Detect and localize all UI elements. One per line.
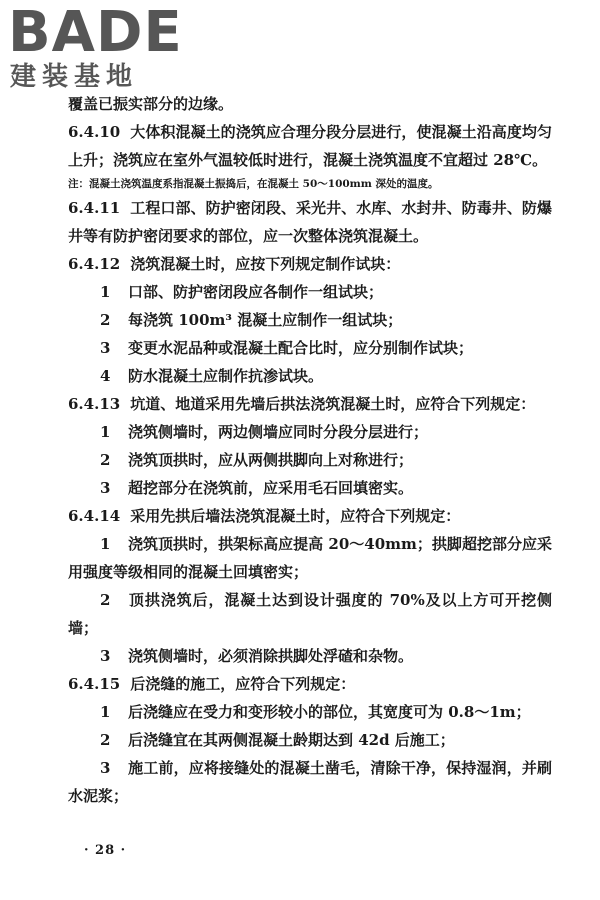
clause-number: 6.4.12 [68, 255, 121, 273]
clause-6-4-13 [68, 390, 552, 418]
item-text: 变更水泥品种或混凝土配合比时，应分别制作试块； [128, 339, 474, 357]
item-text: 每浇筑 100m³ 混凝土应制作一组试块； [128, 311, 403, 329]
item-text: 顶拱浇筑后，混凝土达到设计强度的 70%及以上方可开挖侧墙； [68, 591, 552, 637]
list-item [68, 726, 552, 754]
item-number: 2 [100, 731, 111, 749]
clause-text: 工程口部、防护密闭段、采光井、水库、水封井、防毒井、防爆井等有防护密闭要求的部位，应一次整体浇筑混凝土。 [68, 199, 552, 245]
logo-subtitle: 建装基地 [10, 62, 139, 92]
clause-number: 6.4.15 [68, 675, 121, 693]
item-number: 1 [100, 283, 111, 301]
item-number: 3 [100, 479, 111, 497]
item-text: 后浇缝宜在其两侧混凝土龄期达到 42d 后施工； [128, 731, 455, 749]
clause-6-4-14 [68, 502, 552, 530]
list-item [68, 334, 552, 362]
item-number: 1 [100, 703, 111, 721]
clause-6-4-10 [68, 118, 552, 174]
item-text: 浇筑侧墙时，两边侧墙应同时分段分层进行； [128, 423, 429, 441]
list-item [68, 306, 552, 334]
item-text: 浇筑侧墙时，必须消除拱脚处浮碴和杂物。 [128, 647, 414, 665]
clause-number: 6.4.14 [68, 507, 121, 525]
clause-6-4-15 [68, 670, 552, 698]
item-number: 3 [100, 759, 111, 777]
list-item [68, 446, 552, 474]
item-text: 防水混凝土应制作抗渗试块。 [128, 367, 324, 385]
list-item [68, 418, 552, 446]
clause-number: 6.4.13 [68, 395, 121, 413]
list-item [68, 362, 552, 390]
clause-text: 坑道、地道采用先墙后拱法浇筑混凝土时，应符合下列规定： [130, 395, 536, 413]
clause-note: 注：混凝土浇筑温度系指混凝土振捣后，在混凝土 50～100mm 深处的温度。 [68, 178, 439, 190]
lead-line: 覆盖已振实部分的边缘。 [68, 95, 234, 113]
list-item [68, 530, 552, 586]
clause-text: 浇筑混凝土时，应按下列规定制作试块： [130, 255, 401, 273]
list-item [68, 474, 552, 502]
page-number: · 28 · [84, 843, 127, 858]
logo-wordmark: BADE [8, 0, 183, 65]
item-number: 4 [100, 367, 111, 385]
item-text: 施工前，应将接缝处的混凝土凿毛，清除干净，保持湿润，并刷水泥浆； [68, 759, 552, 805]
item-text: 后浇缝应在受力和变形较小的部位，其宽度可为 0.8～1m； [128, 703, 531, 721]
clause-6-4-12 [68, 250, 552, 278]
item-number: 3 [100, 339, 111, 357]
item-number: 2 [100, 591, 111, 609]
item-number: 1 [100, 535, 111, 553]
item-text: 浇筑顶拱时，应从两侧拱脚向上对称进行； [128, 451, 414, 469]
clause-6-4-11 [68, 194, 552, 250]
item-number: 1 [100, 423, 111, 441]
clause-number: 6.4.10 [68, 123, 121, 141]
item-number: 2 [100, 311, 111, 329]
item-text: 浇筑顶拱时，拱架标高应提高 20～40mm；拱脚超挖部分应采用强度等级相同的混凝土回填密实； [68, 535, 552, 581]
document-body [68, 90, 552, 810]
item-text: 超挖部分在浇筑前，应采用毛石回填密实。 [128, 479, 414, 497]
clause-text: 大体积混凝土的浇筑应合理分段分层进行，使混凝土沿高度均匀上升；浇筑应在室外气温较低时进行，混凝土浇筑温度不宜超过 28℃。 [68, 123, 552, 169]
clause-text: 采用先拱后墙法浇筑混凝土时，应符合下列规定： [130, 507, 461, 525]
list-item [68, 642, 552, 670]
list-item [68, 278, 552, 306]
clause-number: 6.4.11 [68, 199, 121, 217]
list-item [68, 586, 552, 642]
clause-text: 后浇缝的施工，应符合下列规定： [130, 675, 356, 693]
list-item [68, 754, 552, 810]
item-number: 3 [100, 647, 111, 665]
list-item [68, 698, 552, 726]
bade-logo [8, 0, 188, 96]
item-text: 口部、防护密闭段应各制作一组试块； [128, 283, 384, 301]
item-number: 2 [100, 451, 111, 469]
